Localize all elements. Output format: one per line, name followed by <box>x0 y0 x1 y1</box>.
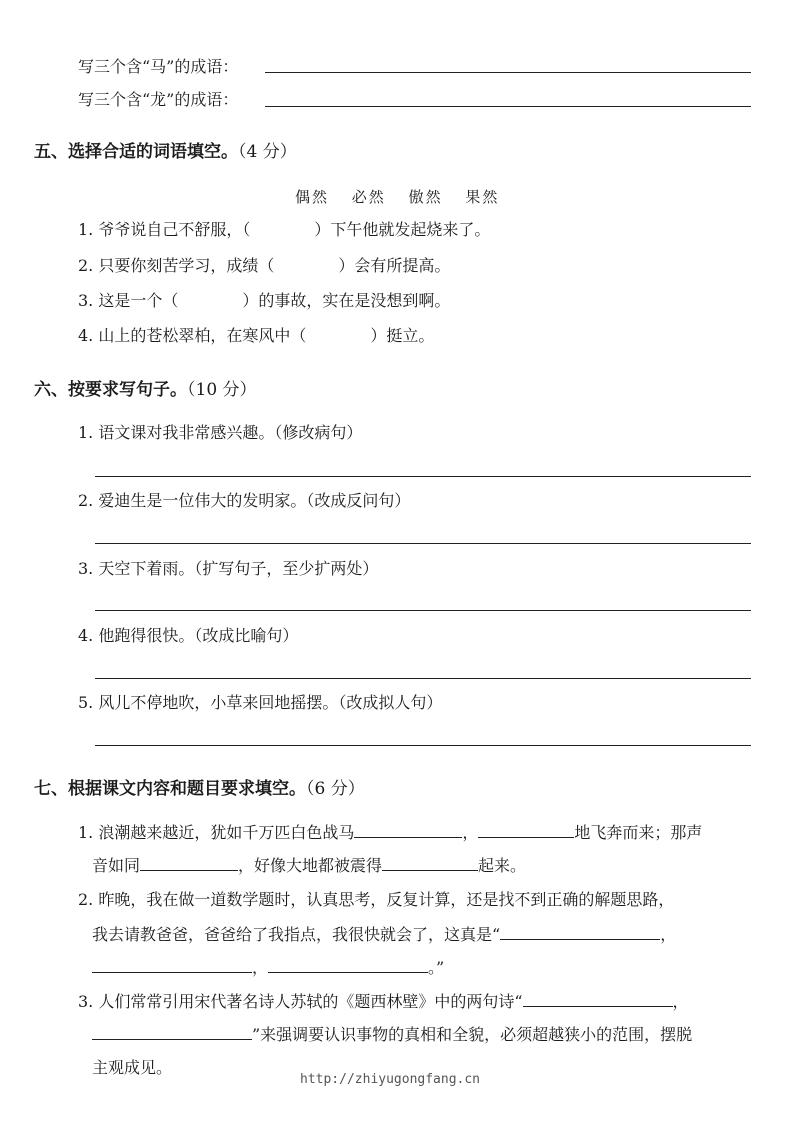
s7-q1-text-a: 1. 浪潮越来越近，犹如千万匹白色战马 <box>78 823 355 842</box>
word-bank <box>287 186 507 207</box>
s6-item-4-answer-line[interactable] <box>95 678 751 679</box>
s6-item-4: 4. 他跑得很快。（改成比喻句） <box>78 626 299 645</box>
s7-q3-text-a: 3. 人们常常引用宋代著名诗人苏轼的《题西林壁》中的两句诗“ <box>78 992 523 1011</box>
s7-q1-blank-3[interactable] <box>140 856 238 871</box>
s6-item-2-answer-line[interactable] <box>95 543 751 544</box>
s7-q1-text-c: 地飞奔而来；那声 <box>574 823 703 842</box>
s6-item-5-answer-line[interactable] <box>95 745 751 746</box>
s7-q2-text-b: 我去请教爸爸，爸爸给了我指点，我很快就会了，这真是“ <box>92 925 501 944</box>
s7-q3-blank-2[interactable] <box>92 1025 252 1040</box>
s6-item-3: 3. 天空下着雨。（扩写句子，至少扩两处） <box>78 559 379 578</box>
s7-q3-line2 <box>92 1025 692 1045</box>
s7-q1-text-f: 起来。 <box>478 856 527 875</box>
s6-item-1: 1. 语文课对我非常感兴趣。（修改病句） <box>78 423 363 442</box>
s7-q1-line1 <box>78 823 702 843</box>
section6-title: 六、按要求写句子。 <box>34 380 187 400</box>
s7-q1-blank-4[interactable] <box>382 856 478 871</box>
s6-item-3-answer-line[interactable] <box>95 610 751 611</box>
section6-heading <box>34 379 257 401</box>
s5-item-3-before: 3. 这是一个（ <box>78 291 179 310</box>
s5-item-1 <box>78 220 490 240</box>
s6-item-5: 5. 风儿不停地吹，小草来回地摇摆。（改成拟人句） <box>78 693 443 712</box>
s5-item-4 <box>78 326 434 346</box>
s7-q3-line1 <box>78 992 689 1012</box>
s7-q3-text-b: ， <box>672 992 689 1011</box>
word-bank-item: 偶然 <box>295 188 330 206</box>
s7-q1-blank-2[interactable] <box>478 823 574 838</box>
s7-q2-line3 <box>92 958 444 978</box>
s5-item-1-before: 1. 爷爷说自己不舒服，（ <box>78 220 251 239</box>
section6-points: （10 分） <box>187 380 257 400</box>
section5-heading <box>34 141 297 163</box>
horse-idiom-label: 写三个含“马”的成语： <box>78 57 239 76</box>
s5-item-2-after: ）会有所提高。 <box>338 256 451 275</box>
s5-item-3 <box>78 291 450 311</box>
s7-q3-text-c: ”来强调要认识事物的真相和全貌，必须超越狭小的范围，摆脱 <box>252 1025 693 1044</box>
word-bank-item: 果然 <box>465 188 500 206</box>
s5-item-2-before: 2. 只要你刻苦学习，成绩（ <box>78 256 275 275</box>
horse-idiom-answer-line[interactable] <box>265 72 751 73</box>
s7-q2-blank-1[interactable] <box>500 925 660 940</box>
section7-points: （6 分） <box>306 779 365 799</box>
s7-q1-text-d: 音如同 <box>92 856 141 875</box>
s7-q1-text-b: ， <box>462 823 479 842</box>
s6-item-2: 2. 爱迪生是一位伟大的发明家。（改成反问句） <box>78 491 411 510</box>
s5-item-3-after: ）的事故，实在是没想到啊。 <box>242 291 451 310</box>
word-bank-item: 傲然 <box>408 188 443 206</box>
s7-q1-line2 <box>92 856 526 876</box>
word-bank-item: 必然 <box>351 188 386 206</box>
dragon-idiom-answer-line[interactable] <box>265 106 751 107</box>
s7-q2-text-d: ， <box>252 958 269 977</box>
s7-q2-line1: 2. 昨晚，我在做一道数学题时，认真思考，反复计算，还是找不到正确的解题思路， <box>78 890 675 909</box>
s7-q1-blank-1[interactable] <box>354 823 462 838</box>
s7-q2-blank-3[interactable] <box>268 958 428 973</box>
s7-q2-text-e: 。” <box>428 958 445 977</box>
s5-item-1-after: ）下午他就发起烧来了。 <box>314 220 491 239</box>
s5-item-4-before: 4. 山上的苍松翠柏，在寒风中（ <box>78 326 307 345</box>
s7-q2-line2 <box>92 925 676 945</box>
section7-heading <box>34 778 365 800</box>
s5-item-4-after: ）挺立。 <box>370 326 435 345</box>
footer-url[interactable]: http://zhiyugongfang.cn <box>300 1072 481 1087</box>
s7-q2-text-c: ， <box>660 925 677 944</box>
s5-item-2 <box>78 256 450 276</box>
section5-title: 五、选择合适的词语填空。 <box>34 142 238 162</box>
section7-title: 七、根据课文内容和题目要求填空。 <box>34 779 306 799</box>
s7-q3-blank-1[interactable] <box>523 992 673 1007</box>
s7-q1-text-e: ，好像大地都被震得 <box>238 856 383 875</box>
s7-q2-blank-2[interactable] <box>92 958 252 973</box>
dragon-idiom-label: 写三个含“龙”的成语： <box>78 90 239 109</box>
section5-points: （4 分） <box>238 142 297 162</box>
s7-q3-line3: 主观成见。 <box>92 1058 173 1077</box>
s6-item-1-answer-line[interactable] <box>95 476 751 477</box>
